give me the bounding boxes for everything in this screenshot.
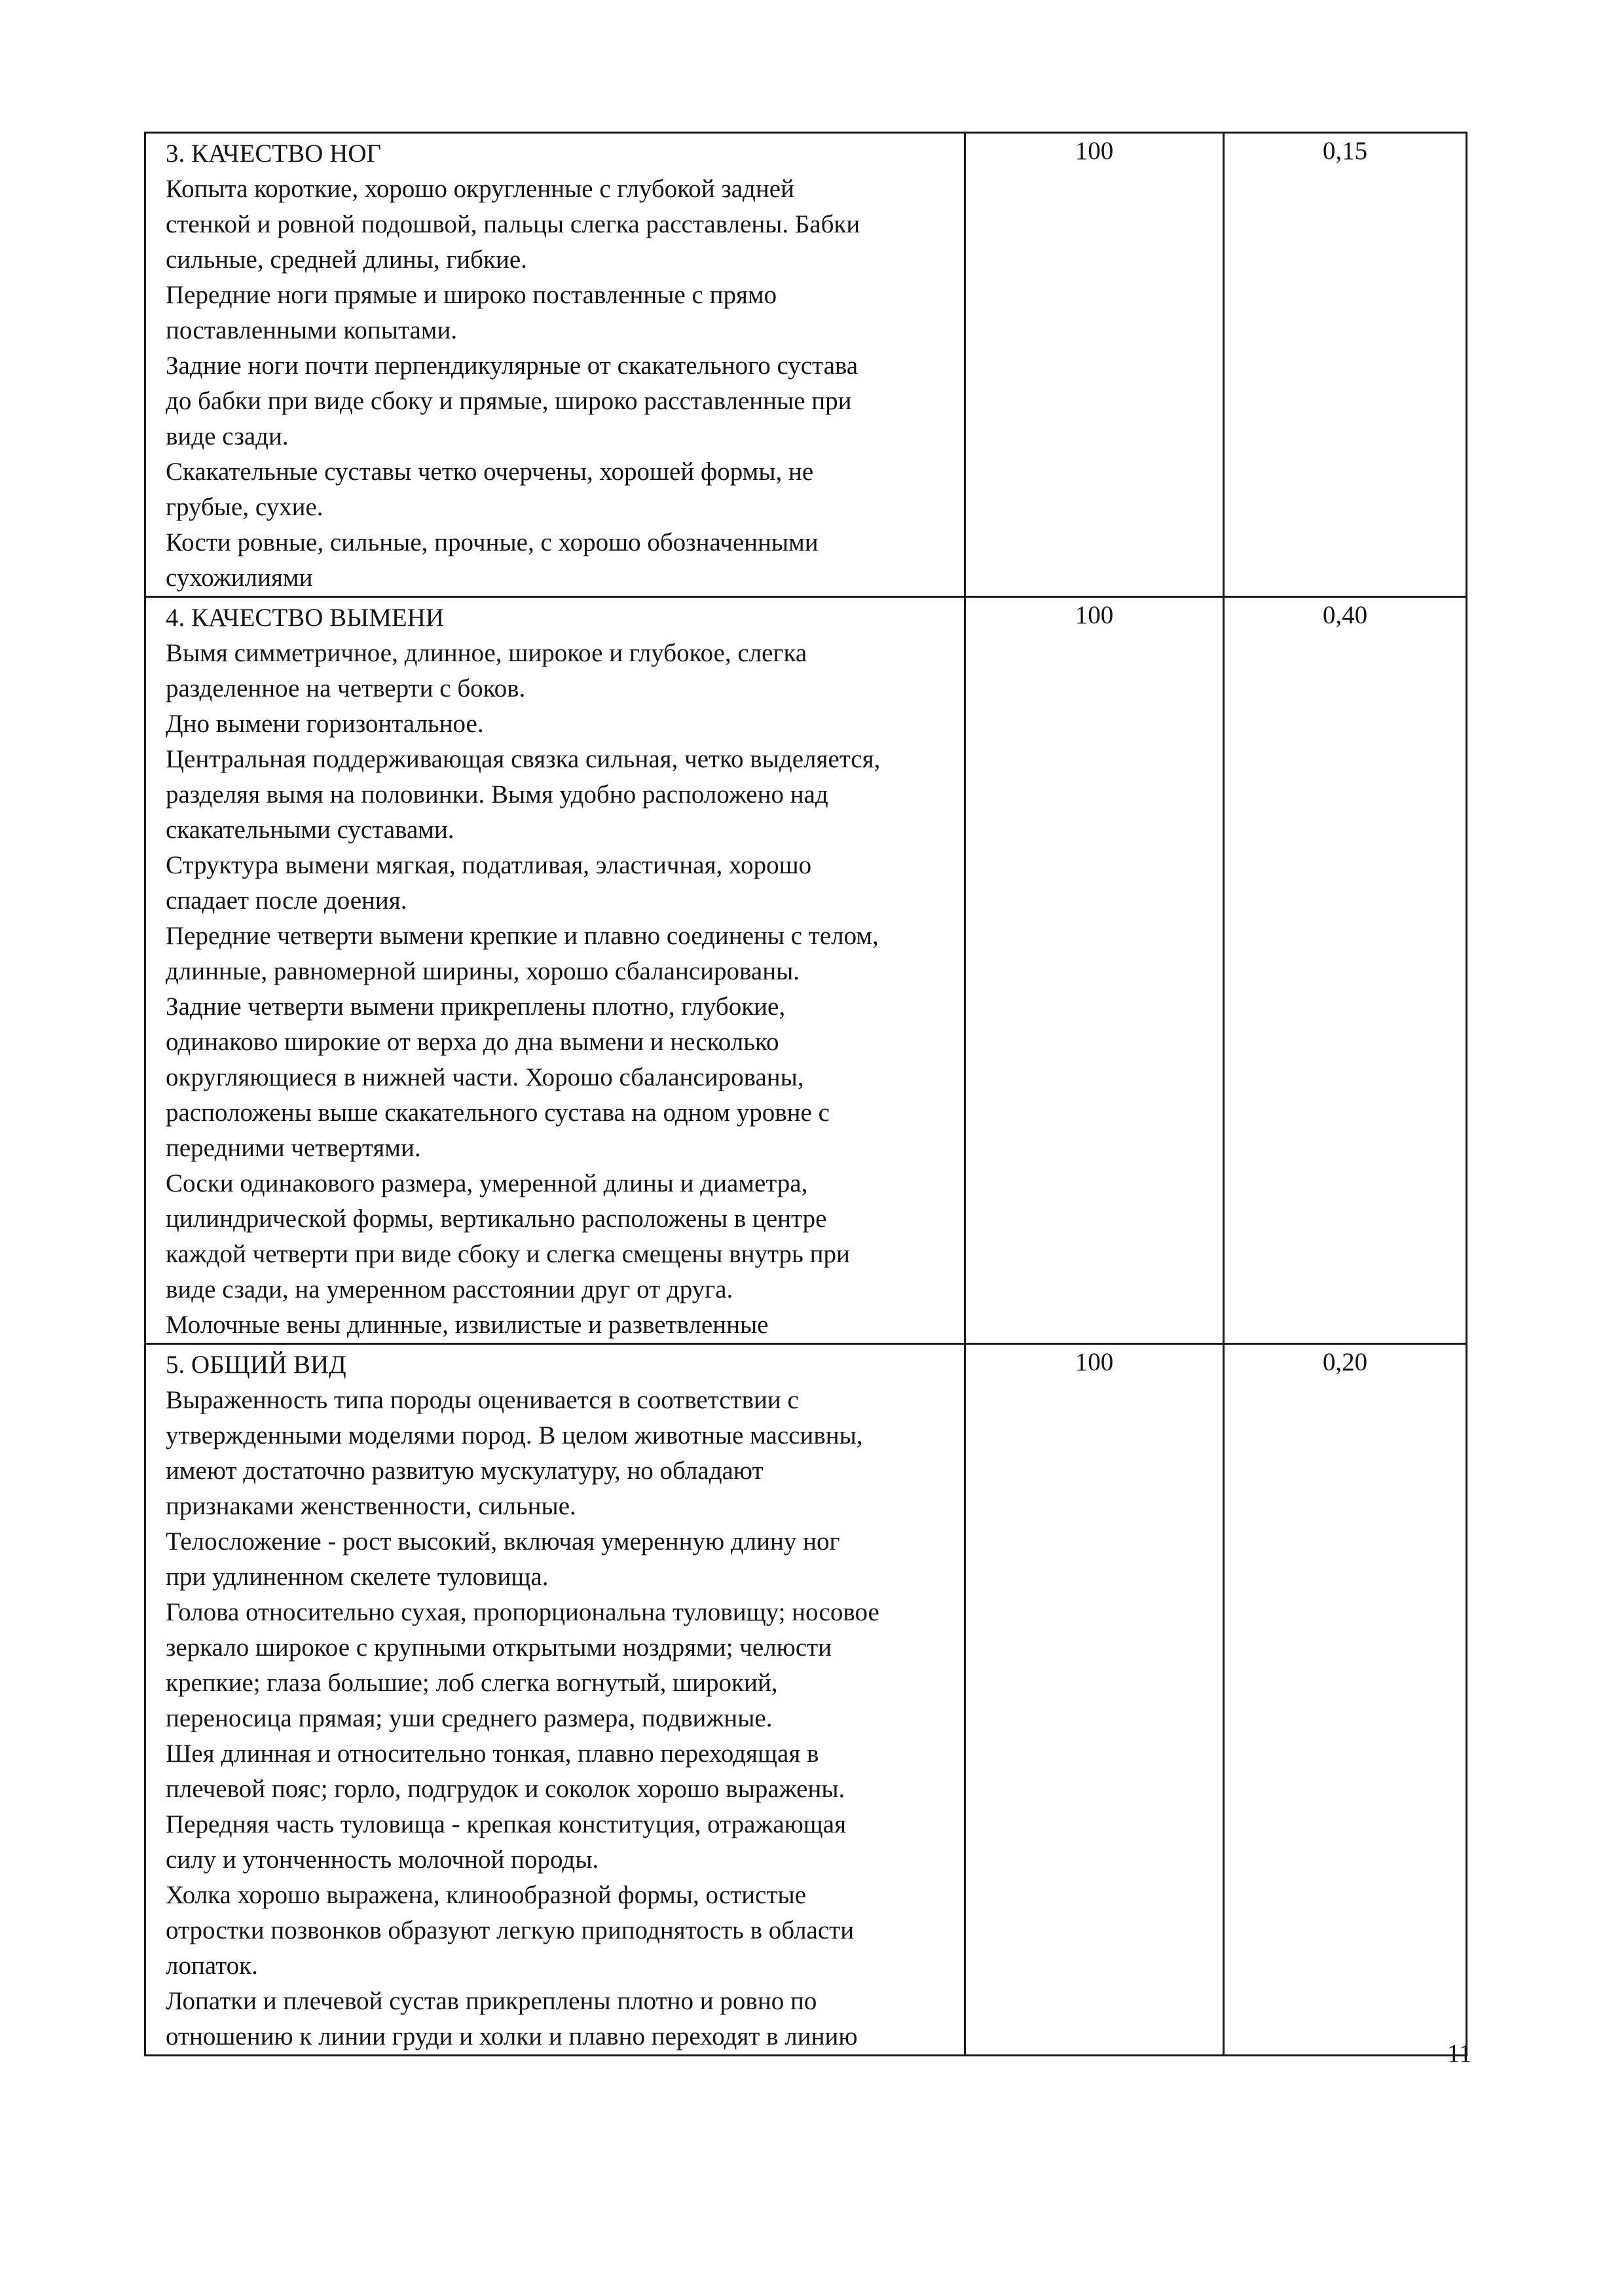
paragraph: Задние ноги почти перпендикулярные от скакательного сустава до бабки при виде сбоку и прямые, широко расставленные при виде сзади. xyxy=(166,352,858,450)
weight-cell: 0,20 xyxy=(1224,1344,1467,2056)
paragraph: Выраженность типа породы оценивается в соответствии с утвержденными моделями пород. В целом животные массивны, имеют достаточно развитую мускулатуру, но обладают признаками женственности, сильные. xyxy=(166,1386,863,1520)
table-row xyxy=(145,133,1467,597)
paragraph: Холка хорошо выражена, клинообразной формы, остистые отростки позвонков образуют легкую приподнятость в области лопаток. xyxy=(166,1881,855,1980)
paragraph: Копыта короткие, хорошо округленные с глубокой задней стенкой и ровной подошвой, пальцы слегка расставлены. Бабки сильные, средней длины, гибкие. xyxy=(166,175,860,274)
evaluation-table xyxy=(144,132,1467,2056)
paragraph: Скакательные суставы четко очерчены, хорошей формы, не грубые, сухие. xyxy=(166,458,814,521)
paragraph: Лопатки и плечевой сустав прикреплены плотно и ровно по отношению к линии груди и холки и плавно переходят в линию xyxy=(166,1987,858,2050)
page-number: 11 xyxy=(1447,2039,1472,2068)
section-title: 3. КАЧЕСТВО НОГ xyxy=(166,139,382,168)
paragraph: Передняя часть туловища - крепкая конституция, отражающая силу и утонченность молочной породы. xyxy=(166,1810,847,1874)
table-row xyxy=(145,597,1467,1344)
score-cell: 100 xyxy=(965,1344,1224,2056)
paragraph: Структура вымени мягкая, податливая, эластичная, хорошо спадает после доения. xyxy=(166,851,812,915)
paragraph: Кости ровные, сильные, прочные, с хорошо обозначенными сухожилиями xyxy=(166,528,819,592)
section-title: 5. ОБЩИЙ ВИД xyxy=(166,1351,346,1379)
weight-cell: 0,40 xyxy=(1224,597,1467,1344)
paragraph: Дно вымени горизонтальное. xyxy=(166,710,484,738)
score-cell: 100 xyxy=(965,133,1224,597)
paragraph: Соски одинакового размера, умеренной длины и диаметра, цилиндрической формы, вертикально расположены в центре каждой четверти при виде сбоку и слегка смещены внутрь при виде сзади, на умеренном расстоянии друг от друга. xyxy=(166,1169,850,1303)
paragraph: Телосложение - рост высокий, включая умеренную длину ног при удлиненном скелете туловища. xyxy=(166,1527,840,1591)
paragraph: Молочные вены длинные, извилистые и разветвленные xyxy=(166,1311,769,1339)
weight-cell: 0,15 xyxy=(1224,133,1467,597)
description-cell xyxy=(145,1344,965,2056)
table-row xyxy=(145,1344,1467,2056)
paragraph: Голова относительно сухая, пропорциональна туловищу; носовое зеркало широкое с крупными открытыми ноздрями; челюсти крепкие; глаза большие; лоб слегка вогнутый, широкий, переносица прямая; уши среднего размера, подвижные. xyxy=(166,1598,879,1732)
score-cell: 100 xyxy=(965,597,1224,1344)
paragraph: Центральная поддерживающая связка сильная, четко выделяется, разделяя вымя на половинки. Вымя удобно расположено над скакательными суставами. xyxy=(166,745,881,844)
paragraph: Передние четверти вымени крепкие и плавно соединены с телом, длинные, равномерной ширины, хорошо сбалансированы. xyxy=(166,922,879,985)
paragraph: Задние четверти вымени прикреплены плотно, глубокие, одинаково широкие от верха до дна вымени и несколько округляющиеся в нижней части. Хорошо сбалансированы, расположены выше скакательного сустава на одном уровне с передними четвертями. xyxy=(166,993,830,1162)
paragraph: Вымя симметричное, длинное, широкое и глубокое, слегка разделенное на четверти с боков. xyxy=(166,639,807,702)
description-cell xyxy=(145,597,965,1344)
description-cell xyxy=(145,133,965,597)
paragraph: Передние ноги прямые и широко поставленные с прямо поставленными копытами. xyxy=(166,281,777,344)
paragraph: Шея длинная и относительно тонкая, плавно переходящая в плечевой пояс; горло, подгрудок и соколок хорошо выражены. xyxy=(166,1740,845,1803)
section-title: 4. КАЧЕСТВО ВЫМЕНИ xyxy=(166,604,445,632)
